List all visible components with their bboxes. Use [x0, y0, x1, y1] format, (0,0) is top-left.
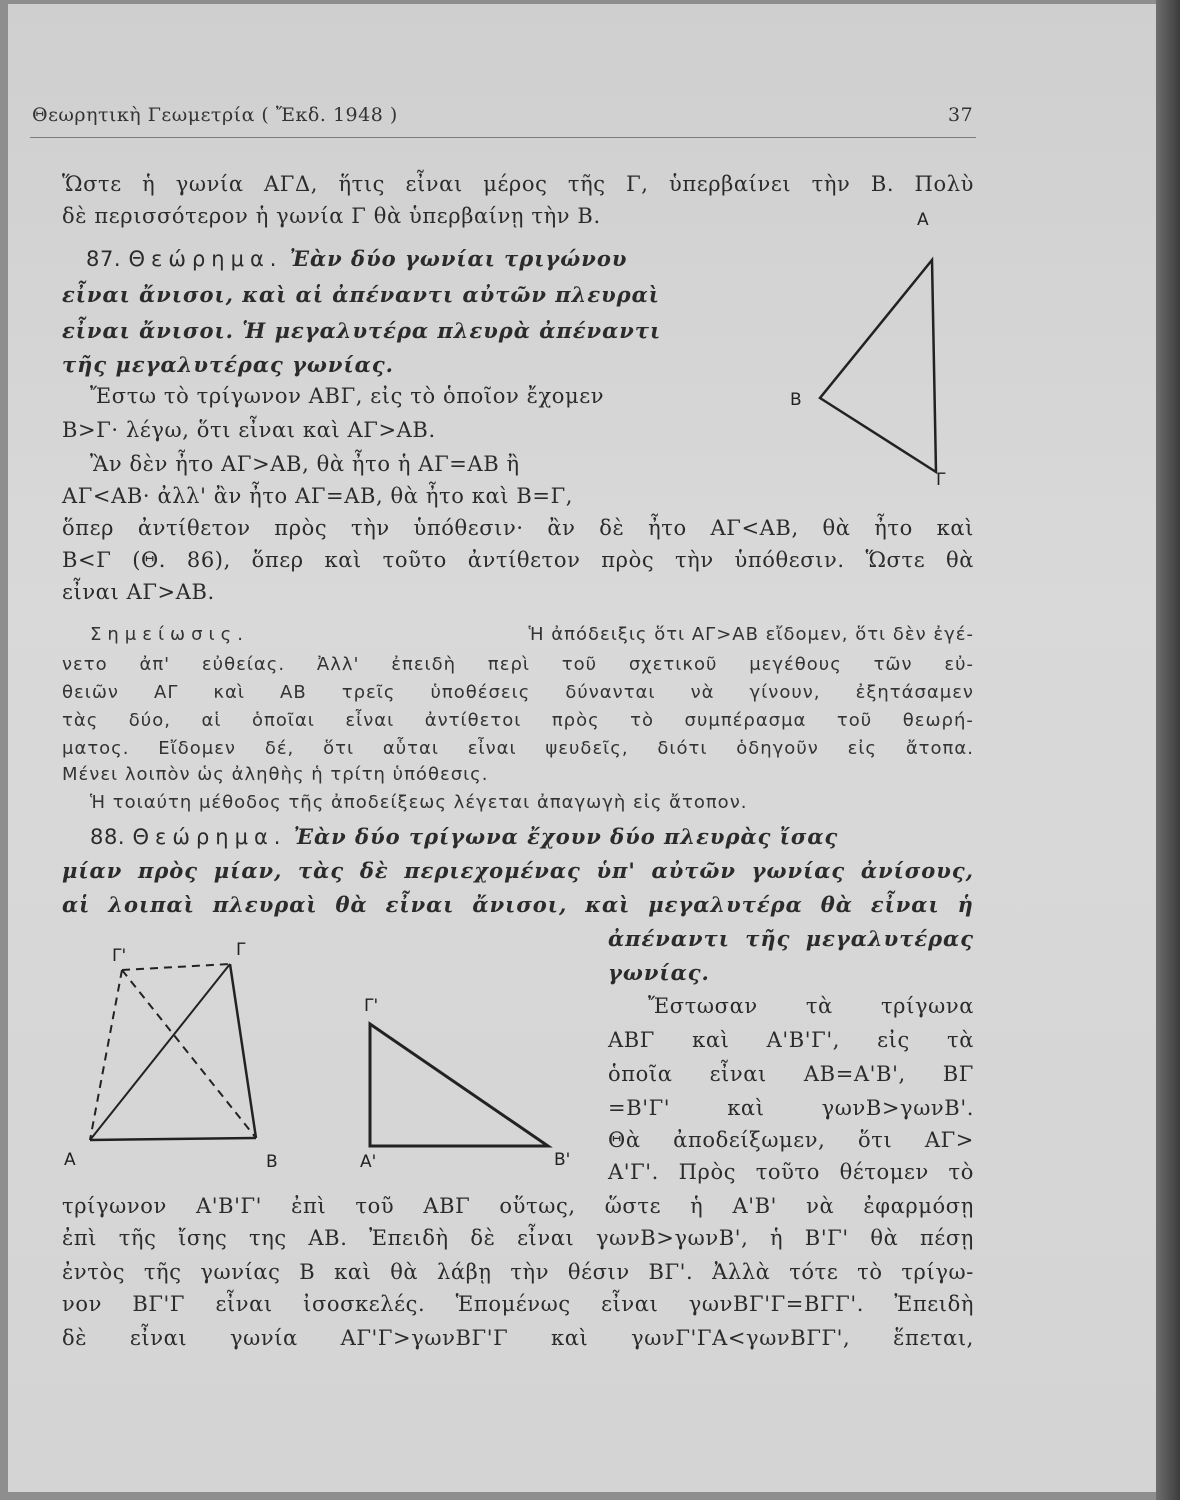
note-line-4: τὰς δύο, αἱ ὁποῖαι εἶναι ἀντίθετοι πρὸς τὸ συμπέρασμα τοῦ θεωρή- [62, 710, 974, 731]
intro-line-1: Ὥστε ἡ γωνία ΑΓΔ, ἥτις εἶναι μέρος τῆς Γ, ὑπερβαίνει τὴν Β. Πολὺ [62, 172, 974, 196]
theorem-88-proof-11: δὲ εἶναι γωνία ΑΓ'Γ>γωνΒΓ'Γ καὶ γωνΓ'ΓΑ<γωνΒΓΓ', ἕπεται, [62, 1326, 974, 1350]
note-line-2: νετο ἀπ' εὐθείας. Ἀλλ' ἐπειδὴ περὶ τοῦ σχετικοῦ μεγέθους τῶν εὐ- [62, 654, 974, 675]
theorem-88-statement-3: αἱ λοιπαὶ πλευραὶ θὰ εἶναι ἄνισοι, καὶ μεγαλυτέρα θὰ εἶναι ἡ [62, 892, 974, 917]
figure-1-label-c: Γ [936, 470, 946, 490]
note-line-1 [90, 624, 974, 645]
theorem-statement: Ἐὰν δύο γωνίαι τριγώνου [289, 246, 628, 271]
intro-line-2: δὲ περισσότερον ἡ γωνία Γ θὰ ὑπερβαίνῃ τὴν Β. [62, 204, 601, 228]
note-line-5: ματος. Εἴδομεν δέ, ὅτι αὗται εἶναι ψευδεῖς, διότι ὁδηγοῦν εἰς ἄτοπα. [62, 738, 974, 759]
theorem-87-heading [86, 246, 754, 271]
figure-3-label-c-prime: Γ' [364, 996, 379, 1016]
note-line-7: Ἡ τοιαύτη μέθοδος τῆς ἀποδείξεως λέγεται ἀπαγωγὴ εἰς ἄτοπον. [90, 792, 748, 813]
figure-3-label-b-prime: Β' [554, 1150, 571, 1170]
figure-2-label-c-prime: Γ' [112, 946, 127, 966]
theorem-87-proof-1: Ἔστω τὸ τρίγωνον ΑΒΓ, εἰς τὸ ὁποῖον ἔχομεν [90, 384, 605, 408]
theorem-88-proof-3: ὁποῖα εἶναι ΑΒ=Α'Β', ΒΓ [608, 1062, 974, 1086]
figure-1-label-a: Α [917, 210, 929, 230]
theorem-87-proof-2: Β>Γ· λέγω, ὅτι εἶναι καὶ ΑΓ>ΑΒ. [62, 418, 436, 442]
theorem-87-proof-6: Β<Γ (Θ. 86), ὅπερ καὶ τοῦτο ἀντίθετον πρὸς τὴν ὑπόθεσιν. Ὥστε θὰ [62, 548, 974, 572]
theorem-label: Θεώρημα. [132, 825, 287, 849]
theorem-88-statement-4: ἀπέναντι τῆς μεγαλυτέρας [608, 926, 974, 951]
theorem-88-statement-5: γωνίας. [608, 960, 710, 985]
theorem-88-proof-4: =Β'Γ' καὶ γωνΒ>γωνΒ'. [608, 1096, 974, 1120]
theorem-88-proof-9: ἐντὸς τῆς γωνίας Β καὶ θὰ λάβῃ τὴν θέσιν ΒΓ'. Ἀλλὰ τότε τὸ τρίγω- [62, 1260, 974, 1284]
figure-2-label-b: Β [266, 1152, 278, 1172]
figure-triangle-with-overlay [70, 940, 290, 1160]
theorem-88-heading [90, 824, 974, 849]
note-text-1: Ἡ ἀπόδειξις ὅτι ΑΓ>ΑΒ εἴδομεν, ὅτι δὲν ἐγέ- [528, 624, 974, 645]
figure-1-label-b: Β [790, 390, 802, 410]
theorem-88-proof-1: Ἔστωσαν τὰ τρίγωνα [648, 994, 974, 1018]
theorem-87-statement-3: εἶναι ἄνισοι. Ἡ μεγαλυτέρα πλευρὰ ἀπέναντι [62, 318, 662, 343]
theorem-88-statement-2: μίαν πρὸς μίαν, τὰς δὲ περιεχομένας ὑπ' αὐτῶν γωνίας ἀνίσους, [62, 858, 974, 883]
page-number: 37 [948, 104, 974, 126]
theorem-88-proof-7: τρίγωνον Α'Β'Γ' ἐπὶ τοῦ ΑΒΓ οὕτως, ὥστε ἡ Α'Β' νὰ ἐφαρμόσῃ [62, 1194, 974, 1218]
running-header: Θεωρητικὴ Γεωμετρία ( Ἔκδ. 1948 ) [32, 104, 398, 126]
note-line-3: θειῶν ΑΓ καὶ ΑΒ τρεῖς ὑποθέσεις δύνανται νὰ γίνουν, ἐξητάσαμεν [62, 682, 974, 703]
figure-2-label-a: Α [64, 1150, 76, 1170]
theorem-statement: Ἐὰν δύο τρίγωνα ἔχουν δύο πλευρὰς ἴσας [293, 824, 839, 849]
theorem-label: Θεώρημα. [128, 247, 283, 271]
book-spine-edge [1156, 0, 1180, 1500]
figure-triangle-abg [800, 230, 960, 500]
note-label: Σημείωσις. [90, 624, 249, 645]
theorem-87-proof-7: εἶναι ΑΓ>ΑΒ. [62, 580, 215, 604]
figure-2-label-c: Γ [236, 940, 246, 960]
theorem-88-proof-6: Α'Γ'. Πρὸς τοῦτο θέτομεν τὸ [608, 1160, 974, 1184]
theorem-number: 88. [90, 825, 126, 849]
theorem-88-proof-10: νον ΒΓ'Γ εἶναι ἰσοσκελές. Ἑπομένως εἶναι γωνΒΓ'Γ=ΒΓΓ'. Ἐπειδὴ [62, 1292, 974, 1316]
figure-3-label-a-prime: Α' [360, 1152, 377, 1172]
theorem-number: 87. [86, 247, 122, 271]
note-line-6: Μένει λοιπὸν ὡς ἀληθὴς ἡ τρίτη ὑπόθεσις. [62, 764, 489, 785]
figure-triangle-prime [350, 1010, 570, 1160]
theorem-88-proof-2: ΑΒΓ καὶ Α'Β'Γ', εἰς τὰ [608, 1028, 974, 1052]
theorem-87-proof-4: ΑΓ<ΑΒ· ἀλλ' ἂν ἦτο ΑΓ=ΑΒ, θὰ ἦτο καὶ Β=Γ, [62, 484, 574, 508]
header-rule [30, 137, 976, 138]
theorem-87-proof-5: ὅπερ ἀντίθετον πρὸς τὴν ὑπόθεσιν· ἂν δὲ ἦτο ΑΓ<ΑΒ, θὰ ἦτο καὶ [62, 516, 974, 540]
theorem-87-statement-4: τῆς μεγαλυτέρας γωνίας. [62, 352, 394, 377]
theorem-87-proof-3: Ἂν δὲν ἦτο ΑΓ>ΑΒ, θὰ ἦτο ἡ ΑΓ=ΑΒ ἢ [90, 452, 520, 476]
theorem-88-proof-8: ἐπὶ τῆς ἴσης της ΑΒ. Ἐπειδὴ δὲ εἶναι γωνΒ>γωνΒ', ἡ Β'Γ' θὰ πέσῃ [62, 1226, 974, 1250]
theorem-87-statement-2: εἶναι ἄνισοι, καὶ αἱ ἀπέναντι αὐτῶν πλευραὶ [62, 282, 660, 307]
theorem-88-proof-5: Θὰ ἀποδείξωμεν, ὅτι ΑΓ> [608, 1128, 974, 1152]
